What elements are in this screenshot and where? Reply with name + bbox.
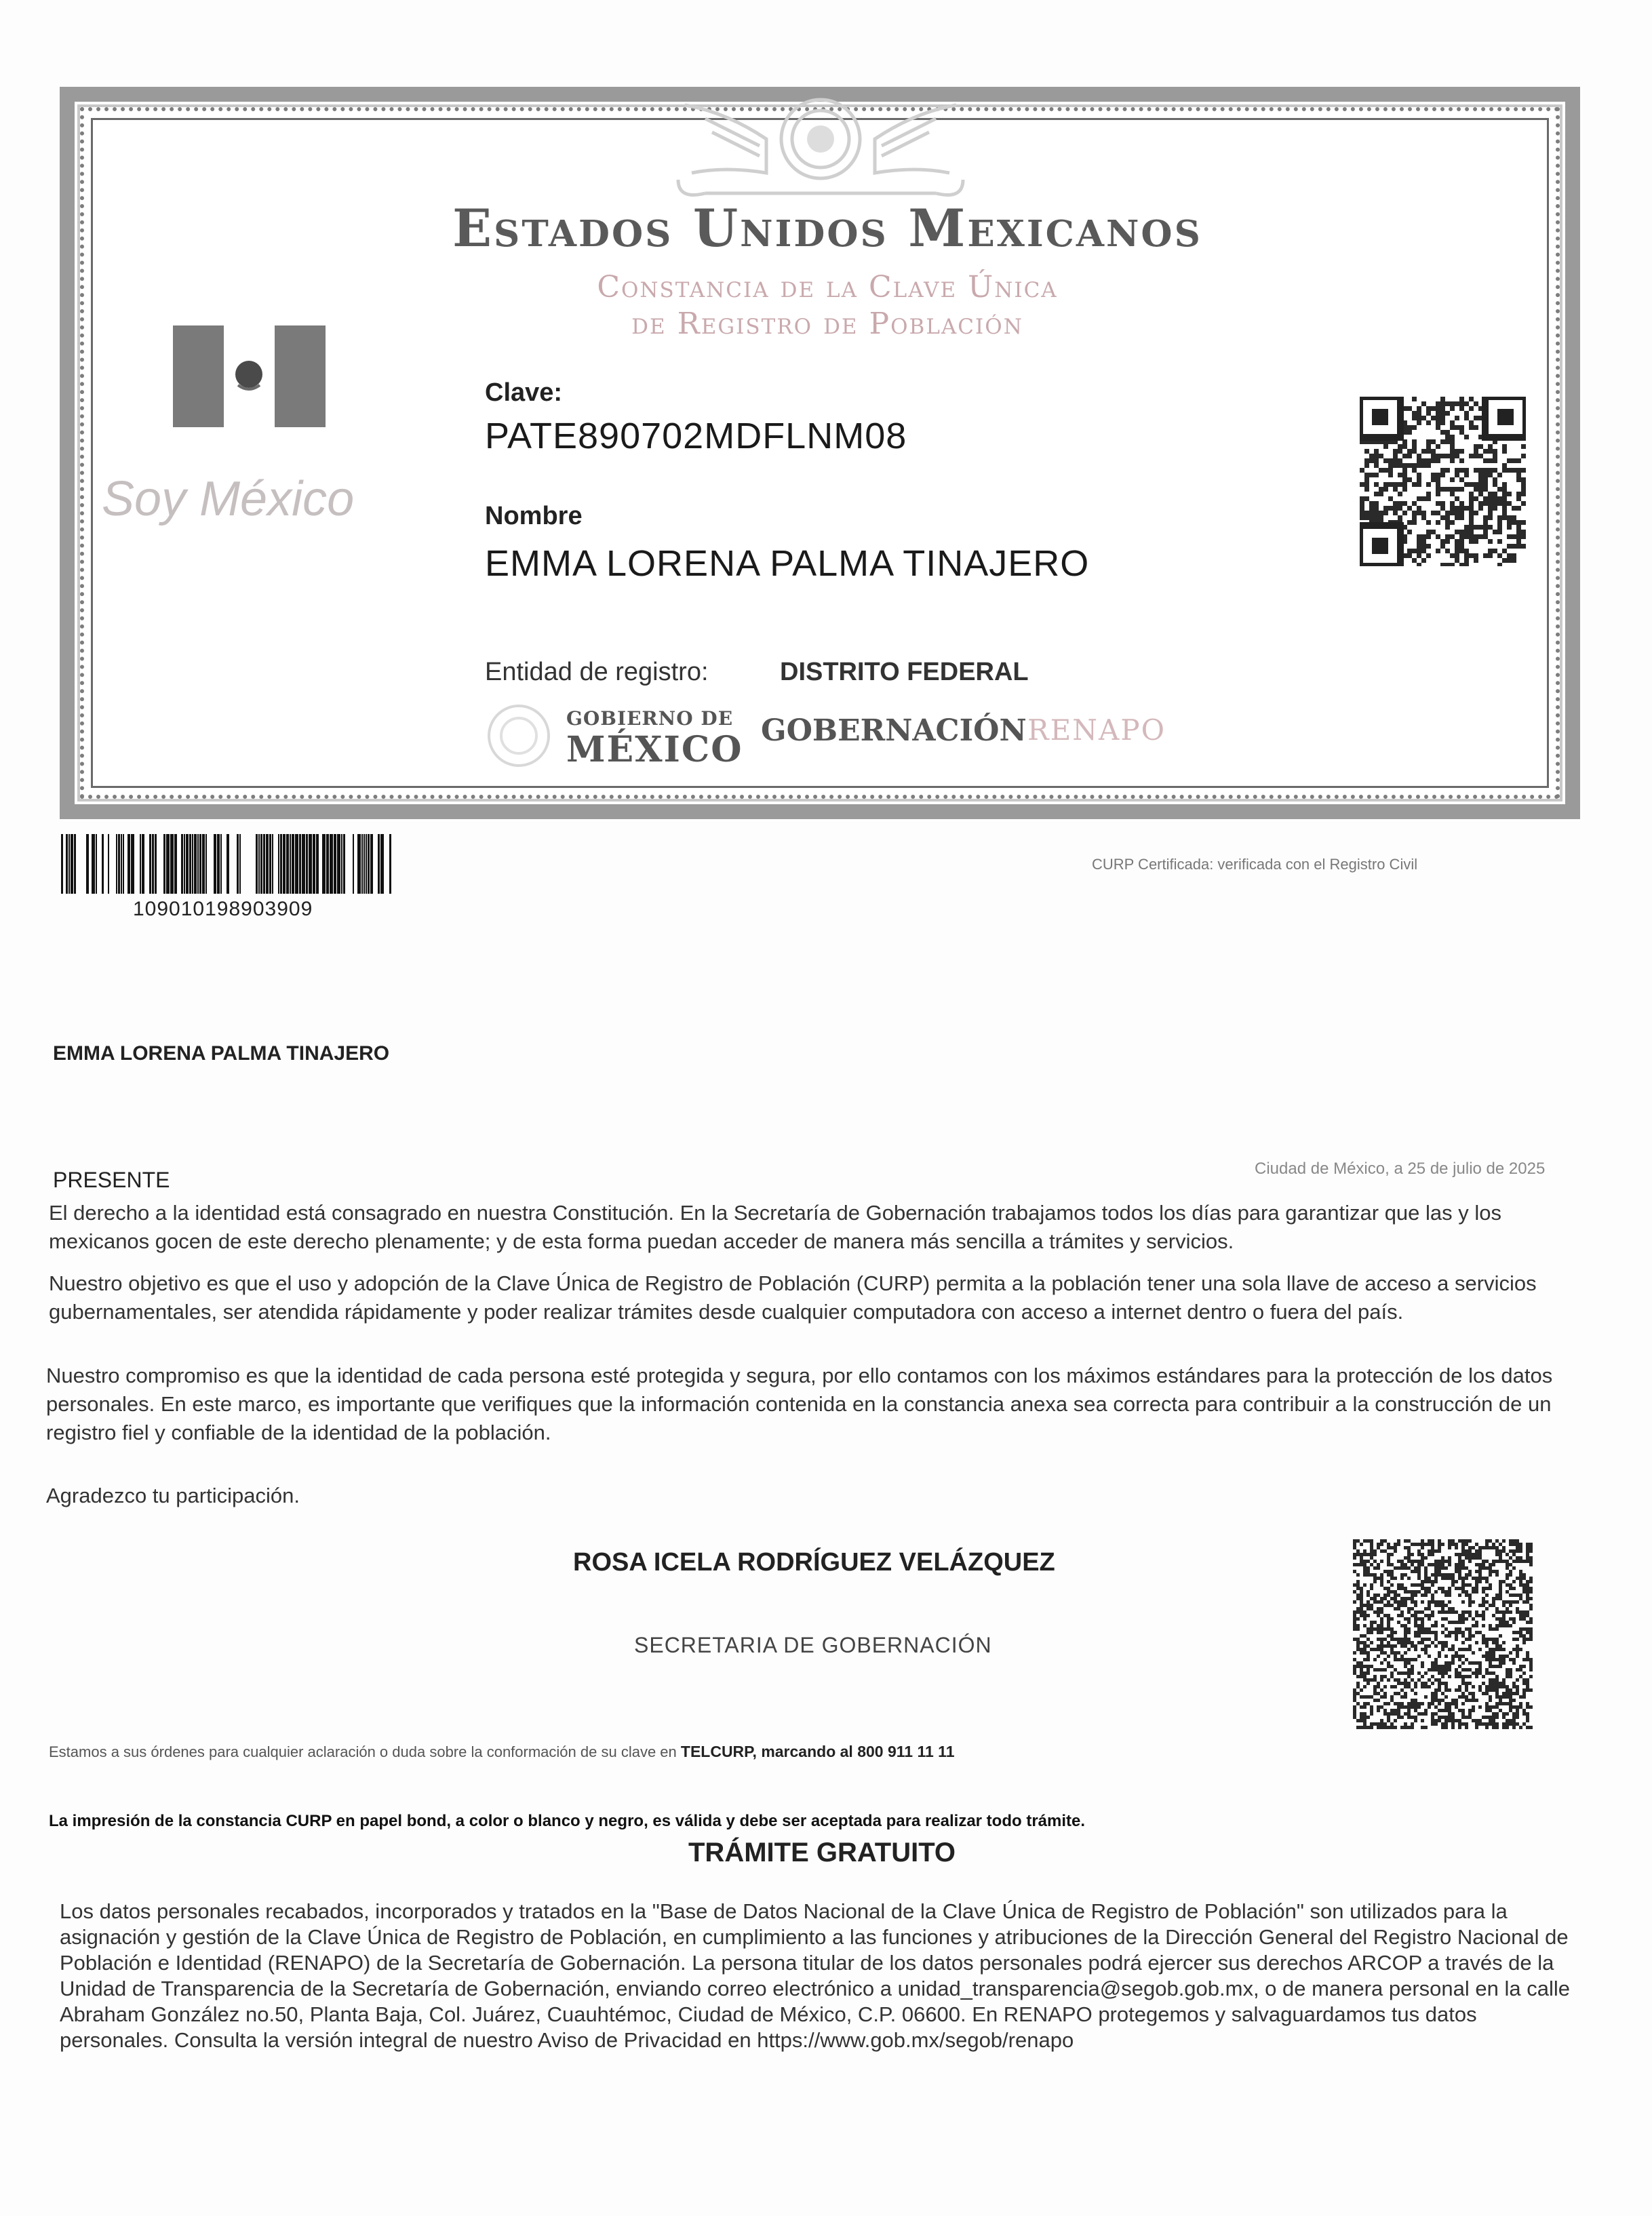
paragraph-identidad: El derecho a la identidad está consagrado en nuestra Constitución. En la Secretaría de Gobernación trabajamos todos los días para garantizar que las y los mexicanos gocen de este derecho plenamente; y de esta forma puedan acceder de manera más sencilla a trámites y servicios. — [49, 1201, 1502, 1253]
entidad-label: Entidad de registro: — [485, 658, 709, 686]
certificada-note: CURP Certificada: verificada con el Registro Civil — [1092, 856, 1418, 873]
document-subtitle-line1: Constancia de la Clave Única — [597, 270, 1058, 304]
paragraph-objetivo: Nuestro objetivo es que el uso y adopción de la Clave Única de Registro de Población (CURP) permita a la población tener una sola llave de acceso a servicios gubernamentales, ser atendida rápidamente y poder realizar trámites desde cualquier computadora con acceso a internet dentro o fuera del país. — [49, 1271, 1537, 1324]
soy-mexico-brand: Soy México — [102, 472, 355, 526]
government-seal-icon — [485, 702, 553, 770]
mexico-label: MÉXICO — [566, 729, 743, 770]
signatory-title: SECRETARIA DE GOBERNACIÓN — [634, 1633, 992, 1657]
document-subtitle-line2: de Registro de Población — [631, 306, 1023, 341]
letter-date: Ciudad de México, a 25 de julio de 2025 — [1255, 1160, 1546, 1178]
entidad-value: DISTRITO FEDERAL — [780, 658, 1029, 686]
clave-label: Clave: — [485, 378, 563, 407]
telcurp-note — [49, 1743, 954, 1761]
national-crest-icon — [665, 92, 977, 207]
signatory-name: ROSA ICELA RODRÍGUEZ VELÁZQUEZ — [573, 1548, 1055, 1577]
nombre-label: Nombre — [485, 502, 583, 530]
gobernacion-logo: GOBERNACIÓN — [761, 713, 1027, 748]
document-title: Estados Unidos Mexicanos — [452, 198, 1202, 258]
impresion-note: La impresión de la constancia CURP en papel bond, a color o blanco y negro, es válida y debe ser aceptada para realizar todo trámite. — [49, 1812, 1086, 1830]
renapo-logo: RENAPO — [1027, 713, 1166, 747]
mexican-flag-icon — [173, 325, 326, 427]
tramite-gratuito-label: TRÁMITE GRATUITO — [688, 1838, 956, 1867]
presente-label: PRESENTE — [53, 1168, 170, 1192]
privacy-notice: Los datos personales recabados, incorporados y tratados en la "Base de Datos Nacional de la Clave Única de Registro de Población" son utilizados para la asignación y gestión de la Clave Única de Registro de Población, en cumplimiento a las funciones y atribuciones de la Dirección General del Registro Nacional de Población e Identidad (RENAPO) de la Secretaría de Gobernación. La persona titular de los datos personales podrá ejercer sus derechos ARCOP a través de la Unidad de Transparencia de la Secretaría de Gobernación, enviando correo electrónico a unidad_transparencia@segob.gob.mx, o de manera personal en la calle Abraham González no.50, Planta Baja, Col. Juárez, Cuauhtémoc, Ciudad de México, C.P. 06600. En RENAPO protegemos y salvaguardamos tus datos personales. Consulta la versión integral de nuestro Aviso de Privacidad en https://www.gob.mx/segob/renapo — [60, 1899, 1570, 2052]
gobierno-de-label: GOBIERNO DE — [566, 707, 734, 730]
telcurp-text: Estamos a sus órdenes para cualquier aclaración o duda sobre la conformación de su clave en — [49, 1743, 677, 1760]
nombre-value: EMMA LORENA PALMA TINAJERO — [485, 543, 1090, 584]
telcurp-phone: TELCURP, marcando al 800 911 11 11 — [680, 1743, 955, 1760]
recipient-name: EMMA LORENA PALMA TINAJERO — [53, 1042, 390, 1065]
barcode-number: 109010198903909 — [133, 898, 313, 920]
signature-qr-code-icon — [1353, 1539, 1533, 1729]
qr-code-icon — [1360, 397, 1526, 566]
barcode-icon — [61, 834, 393, 894]
clave-value: PATE890702MDFLNM08 — [485, 416, 907, 456]
paragraph-agradecimiento: Agradezco tu participación. — [46, 1484, 300, 1507]
paragraph-compromiso: Nuestro compromiso es que la identidad de cada persona esté protegida y segura, por ello contamos con los máximos estándares para la protección de los datos personales. En este marco, es importante que verifiques que la información contenida en la constancia anexa sea correcta para contribuir a la construcción de un registro fiel y confiable de la identidad de la población. — [46, 1364, 1553, 1444]
